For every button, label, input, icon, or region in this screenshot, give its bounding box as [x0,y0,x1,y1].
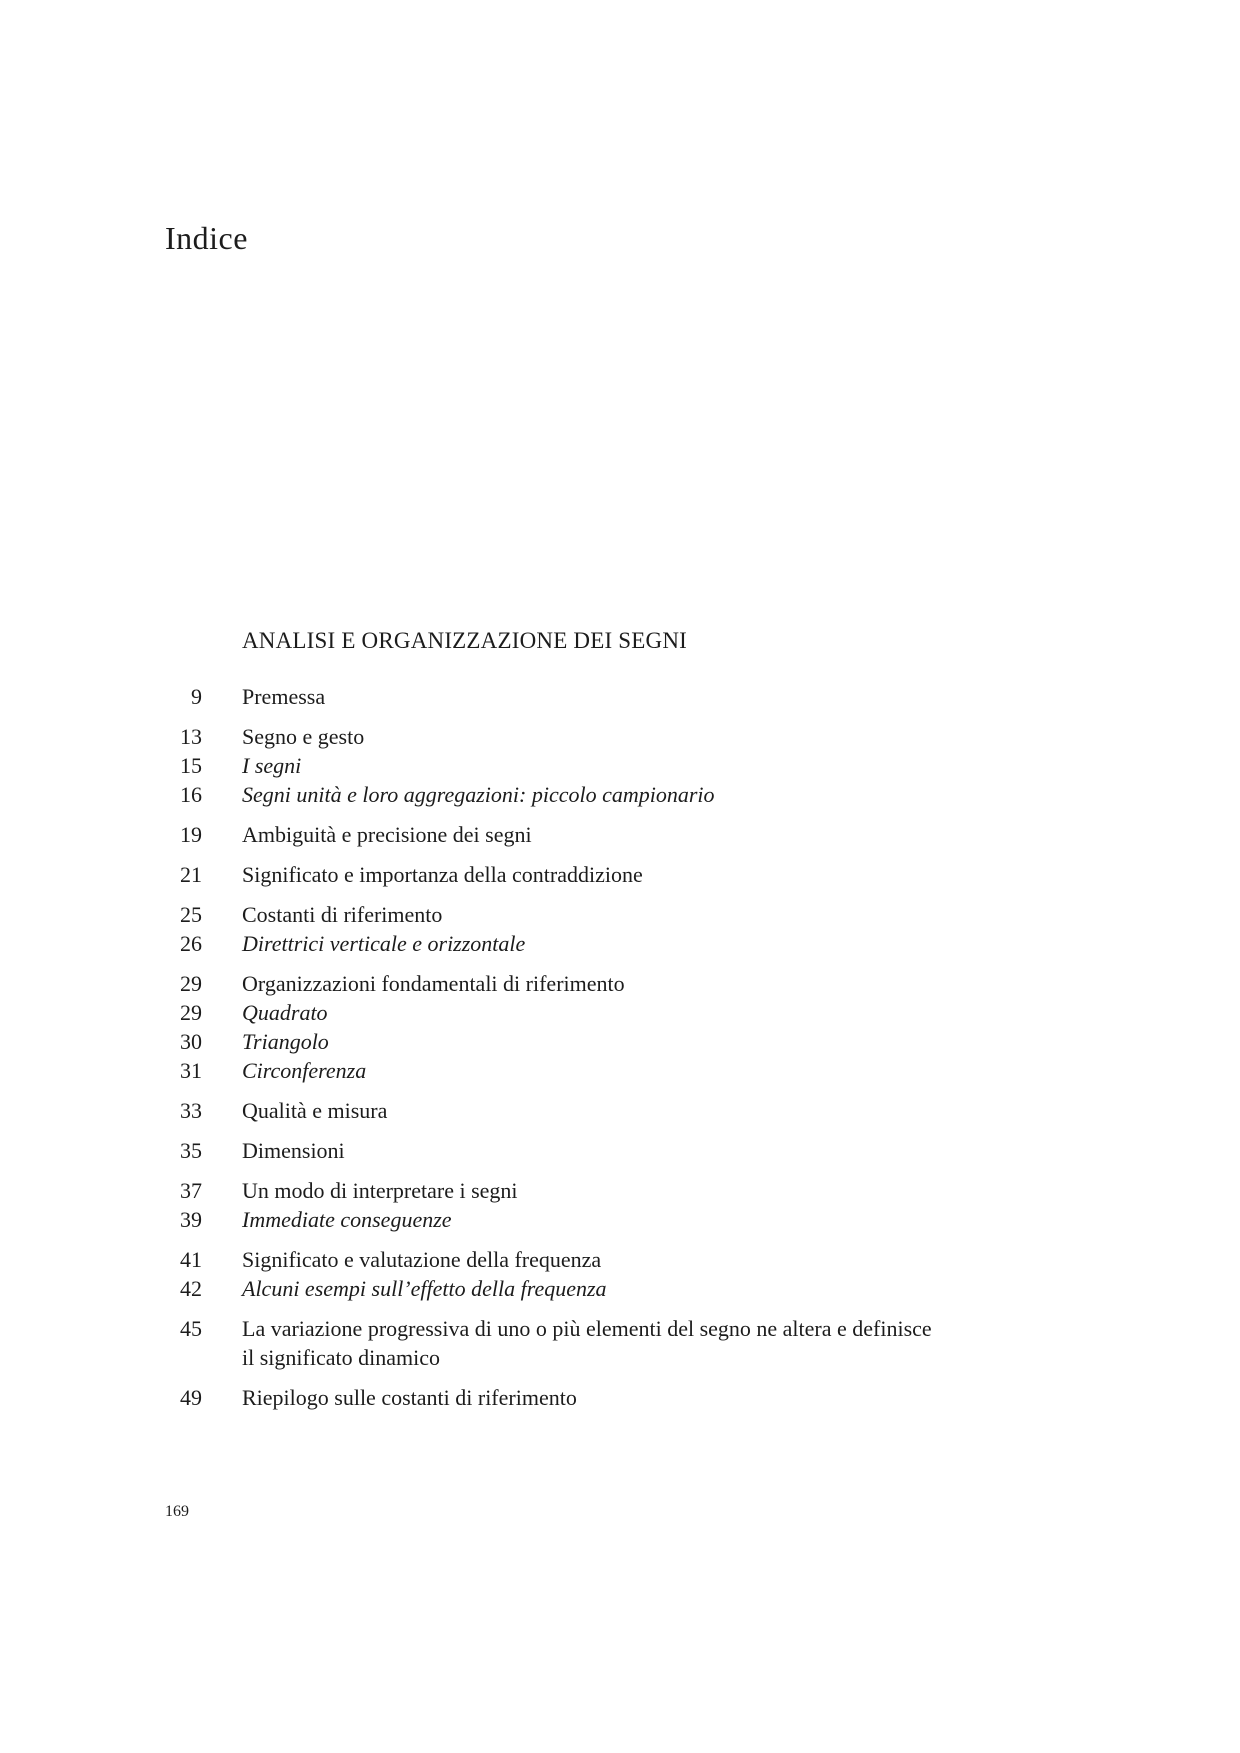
toc-entry [0,929,1240,958]
toc-page-number: 42 [180,1276,202,1301]
toc-entry-title: Segno e gesto [242,724,365,749]
toc-entry-title: Un modo di interpretare i segni [242,1178,518,1203]
toc-page-number: 35 [180,1138,202,1163]
toc-entry-title: I segni [242,753,302,778]
toc-page-number: 29 [180,1000,202,1025]
toc-entry-title: Significato e importanza della contraddizione [242,862,643,887]
toc-page-number: 19 [180,822,202,847]
toc-entry-title: Costanti di riferimento [242,902,443,927]
toc-page-number: 25 [180,902,202,927]
toc-page-number: 15 [180,753,202,778]
toc-page-number: 31 [180,1058,202,1083]
toc-entry [0,1027,1240,1056]
toc-page-number: 49 [180,1385,202,1410]
toc-entry [0,1245,1240,1274]
toc-entry [0,998,1240,1027]
toc-entry [0,1176,1240,1205]
toc-page-number: 29 [180,971,202,996]
toc-page-number: 21 [180,862,202,887]
toc-entry [0,780,1240,809]
toc-page-number: 41 [180,1247,202,1272]
toc-page-number: 30 [180,1029,202,1054]
toc-entry [0,820,1240,849]
toc-entry-title: Triangolo [242,1029,329,1054]
toc-entry [0,1136,1240,1165]
toc-entry-title: Organizzazioni fondamentali di riferimento [242,971,625,996]
toc-entry [0,969,1240,998]
toc-page-number: 33 [180,1098,202,1123]
page-title: Indice [165,220,248,256]
section-heading: ANALISI E ORGANIZZAZIONE DEI SEGNI [242,628,688,653]
toc-page-number: 9 [191,684,202,709]
toc-page-number: 45 [180,1316,202,1341]
toc-entry-title: Premessa [242,684,326,709]
toc-entry-title: Dimensioni [242,1138,345,1163]
toc-entry-title: La variazione progressiva di uno o più elementi del segno ne altera e definisce il significato dinamico [242,1316,932,1370]
toc-entry [0,1383,1240,1412]
toc-entry-title: Quadrato [242,1000,328,1025]
toc-entry [0,860,1240,889]
toc-entry [0,1096,1240,1125]
toc-page-number: 37 [180,1178,202,1203]
toc-entry [0,1274,1240,1303]
toc-entry-title: Riepilogo sulle costanti di riferimento [242,1385,577,1410]
toc-entry [0,1314,1240,1372]
toc-page-number: 26 [180,931,202,956]
toc-page-number: 16 [180,782,202,807]
toc-entry-title: Direttrici verticale e orizzontale [242,931,526,956]
page-number: 169 [165,1503,189,1520]
toc-entry [0,722,1240,751]
table-of-contents [0,682,1240,1412]
toc-entry-title: Ambiguità e precisione dei segni [242,822,532,847]
toc-entry-title: Significato e valutazione della frequenza [242,1247,602,1272]
toc-entry [0,751,1240,780]
toc-entry-title: Segni unità e loro aggregazioni: piccolo campionario [242,782,715,807]
toc-entry [0,1205,1240,1234]
toc-page-number: 39 [180,1207,202,1232]
toc-entry-title: Immediate conseguenze [242,1207,452,1232]
toc-entry-title: Qualità e misura [242,1098,388,1123]
toc-entry [0,682,1240,711]
toc-entry [0,1056,1240,1085]
toc-entry [0,900,1240,929]
toc-entry-title: Alcuni esempi sull’effetto della frequenza [242,1276,607,1301]
toc-page-number: 13 [180,724,202,749]
toc-entry-title: Circonferenza [242,1058,367,1083]
